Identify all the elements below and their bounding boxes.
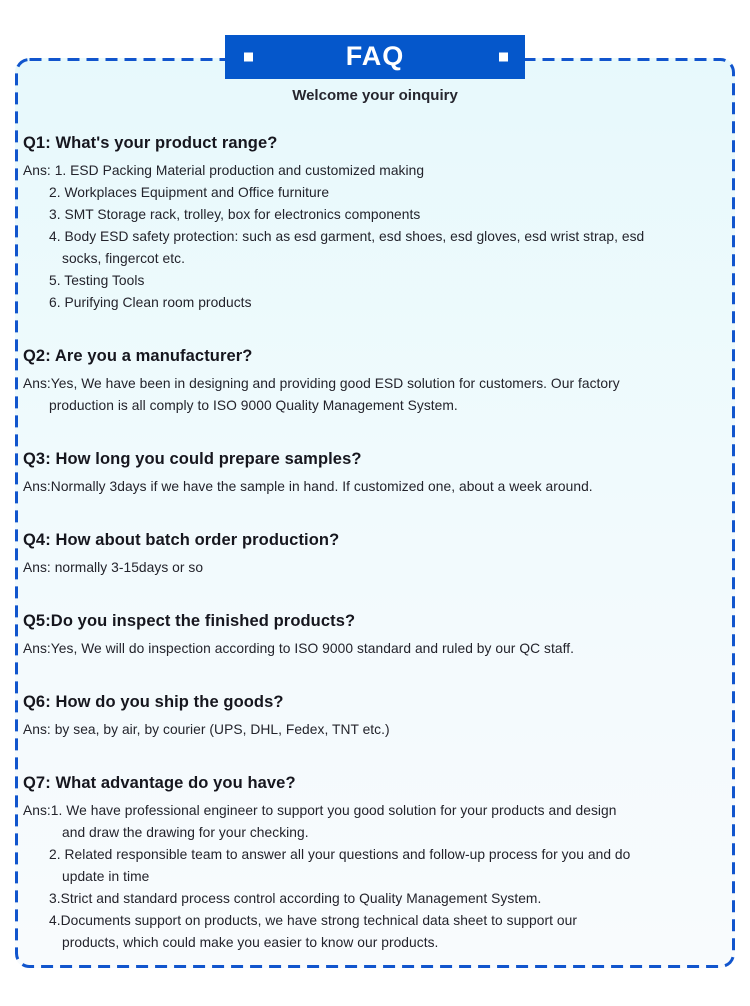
faq-answer-line: Ans: by sea, by air, by courier (UPS, DHL, Fedex, TNT etc.): [23, 722, 390, 737]
faq-question: Q6: How do you ship the goods?: [23, 693, 284, 711]
faq-question: Q5:Do you inspect the finished products?: [23, 612, 356, 630]
banner-right-square-icon: [499, 53, 508, 62]
faq-answer-line: Ans:1. We have professional engineer to support you good solution for your products and design: [23, 803, 617, 818]
faq-answer-line: and draw the drawing for your checking.: [62, 825, 309, 840]
banner-title: FAQ: [345, 40, 405, 71]
faq-answer: [23, 719, 721, 741]
faq-answer-line: socks, fingercot etc.: [62, 251, 185, 266]
faq-answer: [23, 557, 721, 579]
faq-answer-line: Ans:Yes, We will do inspection according to ISO 9000 standard and ruled by our QC staff.: [23, 641, 574, 656]
faq-answer: [23, 476, 721, 498]
faq-item: [23, 450, 721, 498]
faq-banner: [225, 35, 525, 79]
faq-question: Q2: Are you a manufacturer?: [23, 347, 253, 365]
faq-answer-line: 4.Documents support on products, we have strong technical data sheet to support our: [49, 913, 577, 928]
faq-question: Q7: What advantage do you have?: [23, 774, 296, 792]
faq-answer-line: 3.Strict and standard process control according to Quality Management System.: [49, 891, 542, 906]
faq-item: [23, 531, 721, 579]
faq-answer-line: products, which could make you easier to know our products.: [62, 935, 439, 950]
faq-answer: [23, 638, 721, 660]
welcome-subtitle: Welcome your oinquiry: [292, 87, 458, 104]
faq-answer-line: 2. Related responsible team to answer all your questions and follow-up process for you and do: [49, 847, 631, 862]
faq-answer-line: production is all comply to ISO 9000 Quality Management System.: [49, 398, 458, 413]
faq-answer-line: 2. Workplaces Equipment and Office furniture: [49, 185, 330, 200]
banner-left-square-icon: [244, 53, 253, 62]
faq-question: Q4: How about batch order production?: [23, 531, 340, 549]
faq-answer-line: 3. SMT Storage rack, trolley, box for electronics components: [49, 207, 421, 222]
faq-answer: [23, 800, 721, 954]
faq-panel: [15, 58, 735, 968]
faq-answer: [23, 160, 721, 314]
faq-question: Q3: How long you could prepare samples?: [23, 450, 362, 468]
faq-answer-line: 5. Testing Tools: [49, 273, 145, 288]
faq-item: [23, 774, 721, 954]
faq-list: [15, 106, 735, 954]
faq-answer-line: Ans:Yes, We have been in designing and providing good ESD solution for customers. Our factory: [23, 376, 620, 391]
faq-answer-line: Ans: 1. ESD Packing Material production and customized making: [23, 163, 425, 178]
faq-answer-line: update in time: [62, 869, 150, 884]
faq-answer-line: Ans: normally 3-15days or so: [23, 560, 204, 575]
faq-answer-line: 6. Purifying Clean room products: [49, 295, 252, 310]
faq-answer: [23, 373, 721, 417]
faq-answer-line: 4. Body ESD safety protection: such as esd garment, esd shoes, esd gloves, esd wrist strap, esd: [49, 229, 645, 244]
faq-item: [23, 612, 721, 660]
faq-question: Q1: What's your product range?: [23, 134, 278, 152]
faq-answer-line: Ans:Normally 3days if we have the sample in hand. If customized one, about a week around.: [23, 479, 593, 494]
faq-item: [23, 347, 721, 417]
faq-item: [23, 693, 721, 741]
faq-item: [23, 134, 721, 314]
